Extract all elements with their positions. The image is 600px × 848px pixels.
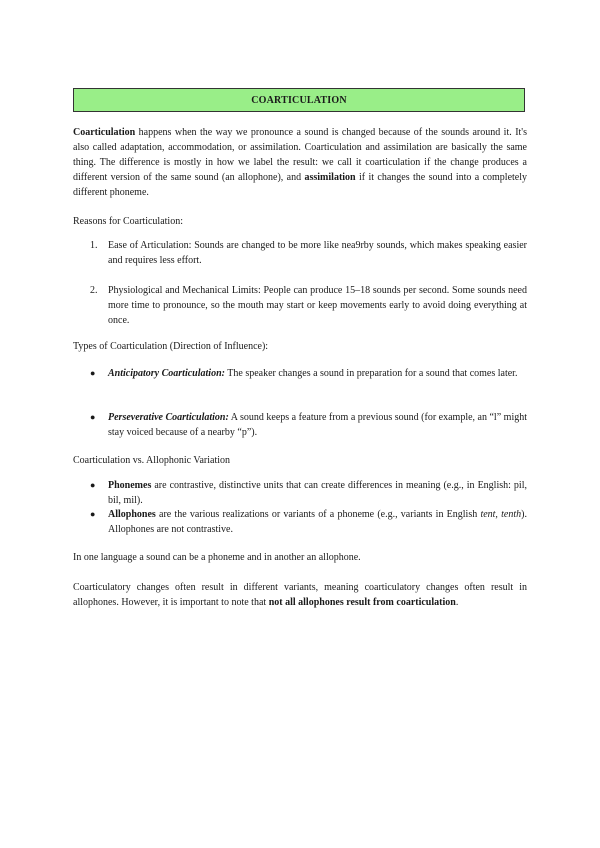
reason-text: Physiological and Mechanical Limits: People can produce 15–18 sounds per second. Some sounds need more time to pronounce, so the mouth may start or keep movements early to avoid doing everything at once.	[108, 285, 527, 326]
reason-item-1	[90, 238, 527, 268]
page-title: COARTICULATION	[251, 94, 347, 106]
list-marker: 2.	[90, 285, 98, 296]
note-phoneme-allophone: In one language a sound can be a phoneme and in another an allophone.	[73, 552, 361, 563]
title-box	[73, 88, 525, 112]
type-item-perseverative	[90, 410, 527, 440]
note-bold: not all allophones result from coarticulation	[268, 597, 456, 608]
reason-item-2	[90, 283, 527, 328]
note-text: Coarticulatory changes often result in different variants, meaning coarticulatory changes often result in allophones. However, it is important to note that	[73, 582, 527, 608]
intro-term-2: assimilation	[304, 172, 356, 183]
list-marker: 1.	[90, 240, 98, 251]
variation-item-phonemes	[90, 478, 527, 508]
variation-text-b: ). Allophones are not contrastive.	[108, 509, 527, 535]
variation-item-allophones	[90, 507, 527, 537]
type-term: Perseverative Coarticulation:	[108, 412, 229, 423]
variation-text: are contrastive, distinctive units that can create differences in meaning (e.g., in English: pil, bil, mil).	[108, 480, 527, 506]
intro-text-1: happens when the way we pronounce a sound is changed because of the sounds around it. It's also called adaptation, accommodation, or assimilation. Coarticulation and assimilation are basically the same thing. The difference is mostly in how we label the result: we call it coarticulation if the change produces a different version of the same sound (an allophone), and	[73, 127, 527, 183]
intro-paragraph	[73, 125, 527, 200]
type-item-anticipatory	[90, 366, 527, 381]
variation-heading: Coarticulation vs. Allophonic Variation	[73, 455, 231, 466]
variation-italic: tent, tenth	[480, 509, 522, 520]
type-text: A sound keeps a feature from a previous sound (for example, an “l” might stay voiced because of a nearby “p”).	[108, 412, 528, 438]
type-term: Anticipatory Coarticulation:	[108, 368, 225, 379]
bullet-icon: ●	[90, 368, 96, 378]
intro-text-2: if it changes the sound into a completely different phoneme.	[73, 172, 528, 198]
reason-text: Ease of Articulation: Sounds are changed to be more like nea9rby sounds, which makes speaking easier and requires less effort.	[108, 240, 527, 266]
bullet-icon: ●	[90, 509, 96, 519]
variation-term: Phonemes	[108, 480, 152, 491]
note-end: .	[455, 597, 459, 608]
types-heading: Types of Coarticulation (Direction of Influence):	[73, 341, 269, 352]
reasons-heading: Reasons for Coarticulation:	[73, 216, 183, 227]
bullet-icon: ●	[90, 480, 96, 490]
variation-term: Allophones	[108, 509, 156, 520]
bullet-icon: ●	[90, 412, 96, 422]
note-coarticulatory-changes	[73, 580, 527, 610]
intro-term: Coarticulation	[73, 127, 136, 138]
variation-text-a: are the various realizations or variants of a phoneme (e.g., variants in English	[155, 509, 481, 520]
type-text: The speaker changes a sound in preparation for a sound that comes later.	[224, 368, 518, 379]
